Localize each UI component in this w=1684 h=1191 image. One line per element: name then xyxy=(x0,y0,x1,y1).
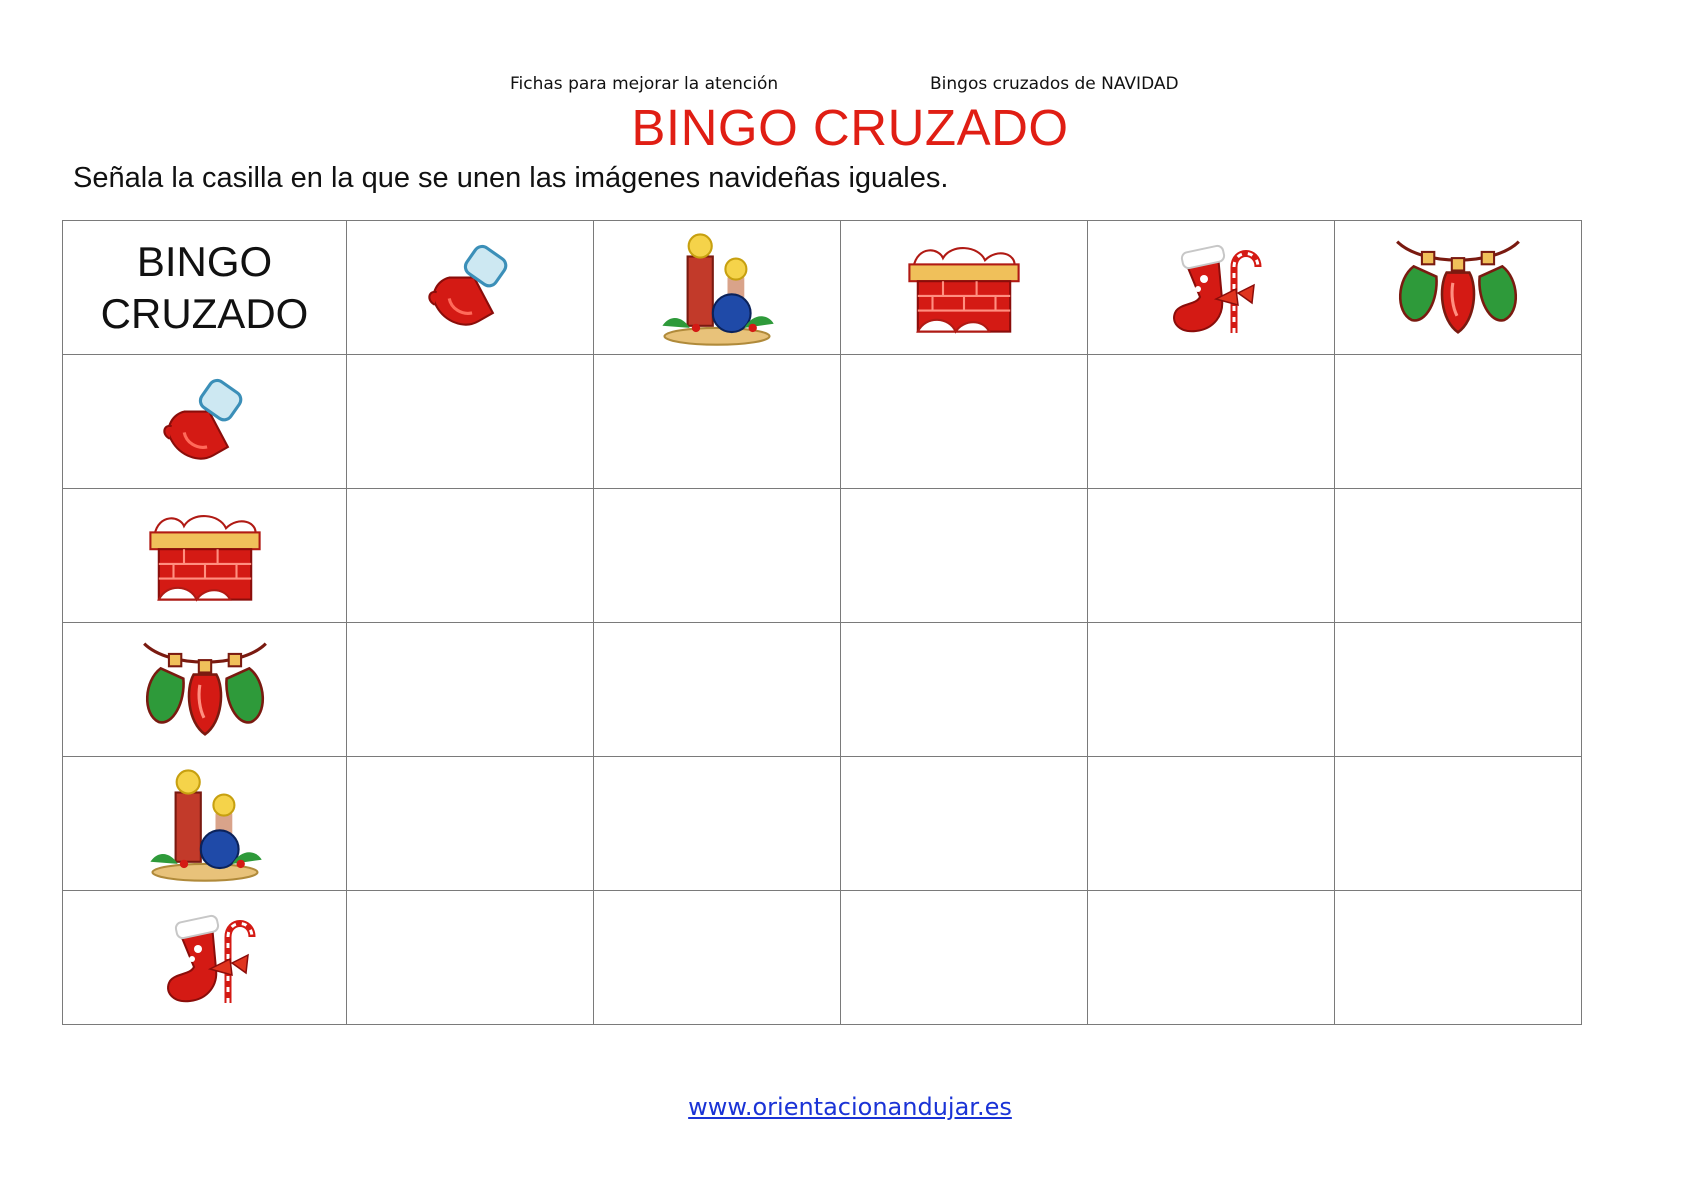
corner-label xyxy=(63,236,346,340)
mitten-icon xyxy=(418,236,522,340)
answer-cell[interactable] xyxy=(347,891,594,1025)
answer-cell[interactable] xyxy=(594,489,841,623)
answer-cell[interactable] xyxy=(347,355,594,489)
grid-row-4 xyxy=(63,757,1582,891)
answer-cell[interactable] xyxy=(841,623,1088,757)
answer-cell[interactable] xyxy=(1335,757,1582,891)
column-header-1 xyxy=(347,221,594,355)
answer-cell[interactable] xyxy=(594,757,841,891)
answer-cell[interactable] xyxy=(594,891,841,1025)
answer-cell[interactable] xyxy=(1335,891,1582,1025)
grid-row-1 xyxy=(63,355,1582,489)
answer-cell[interactable] xyxy=(841,757,1088,891)
column-header-2 xyxy=(594,221,841,355)
stocking-candy-cane-icon xyxy=(150,903,260,1013)
chimney-icon xyxy=(142,503,268,608)
header-row xyxy=(63,221,1582,355)
chimney-icon xyxy=(901,235,1027,340)
answer-cell[interactable] xyxy=(594,355,841,489)
corner-cell xyxy=(63,221,347,355)
candles-icon xyxy=(654,225,780,351)
answer-cell[interactable] xyxy=(1335,489,1582,623)
answer-cell[interactable] xyxy=(594,623,841,757)
page-title: BINGO CRUZADO xyxy=(631,99,1069,156)
answer-cell[interactable] xyxy=(1088,355,1335,489)
answer-cell[interactable] xyxy=(1088,757,1335,891)
candles-icon xyxy=(142,761,268,887)
answer-cell[interactable] xyxy=(1088,623,1335,757)
corner-label-line1: BINGO xyxy=(136,237,273,285)
row-header-3 xyxy=(63,623,347,757)
row-header-4 xyxy=(63,757,347,891)
answer-cell[interactable] xyxy=(1335,355,1582,489)
column-header-4 xyxy=(1088,221,1335,355)
column-header-5 xyxy=(1335,221,1582,355)
grid-row-5 xyxy=(63,891,1582,1025)
row-header-1 xyxy=(63,355,347,489)
christmas-lights-icon xyxy=(1391,231,1525,345)
answer-cell[interactable] xyxy=(841,891,1088,1025)
corner-label-line2: CRUZADO xyxy=(100,289,309,337)
answer-cell[interactable] xyxy=(1088,891,1335,1025)
answer-cell[interactable] xyxy=(1335,623,1582,757)
answer-cell[interactable] xyxy=(347,489,594,623)
grid-row-3 xyxy=(63,623,1582,757)
christmas-lights-icon xyxy=(138,633,272,747)
grid-row-2 xyxy=(63,489,1582,623)
stocking-candy-cane-icon xyxy=(1156,233,1266,343)
answer-cell[interactable] xyxy=(347,623,594,757)
answer-cell[interactable] xyxy=(841,355,1088,489)
website-link[interactable]: www.orientacionandujar.es xyxy=(688,1093,1012,1121)
instruction-text: Señala la casilla en la que se unen las imágenes navideñas iguales. xyxy=(73,162,949,194)
header-left-note: Fichas para mejorar la atención xyxy=(510,74,779,94)
bingo-grid xyxy=(62,220,1582,1025)
answer-cell[interactable] xyxy=(1088,489,1335,623)
answer-cell[interactable] xyxy=(841,489,1088,623)
header-right-note: Bingos cruzados de NAVIDAD xyxy=(930,74,1179,94)
column-header-3 xyxy=(841,221,1088,355)
row-header-2 xyxy=(63,489,347,623)
row-header-5 xyxy=(63,891,347,1025)
mitten-icon xyxy=(153,370,257,474)
answer-cell[interactable] xyxy=(347,757,594,891)
